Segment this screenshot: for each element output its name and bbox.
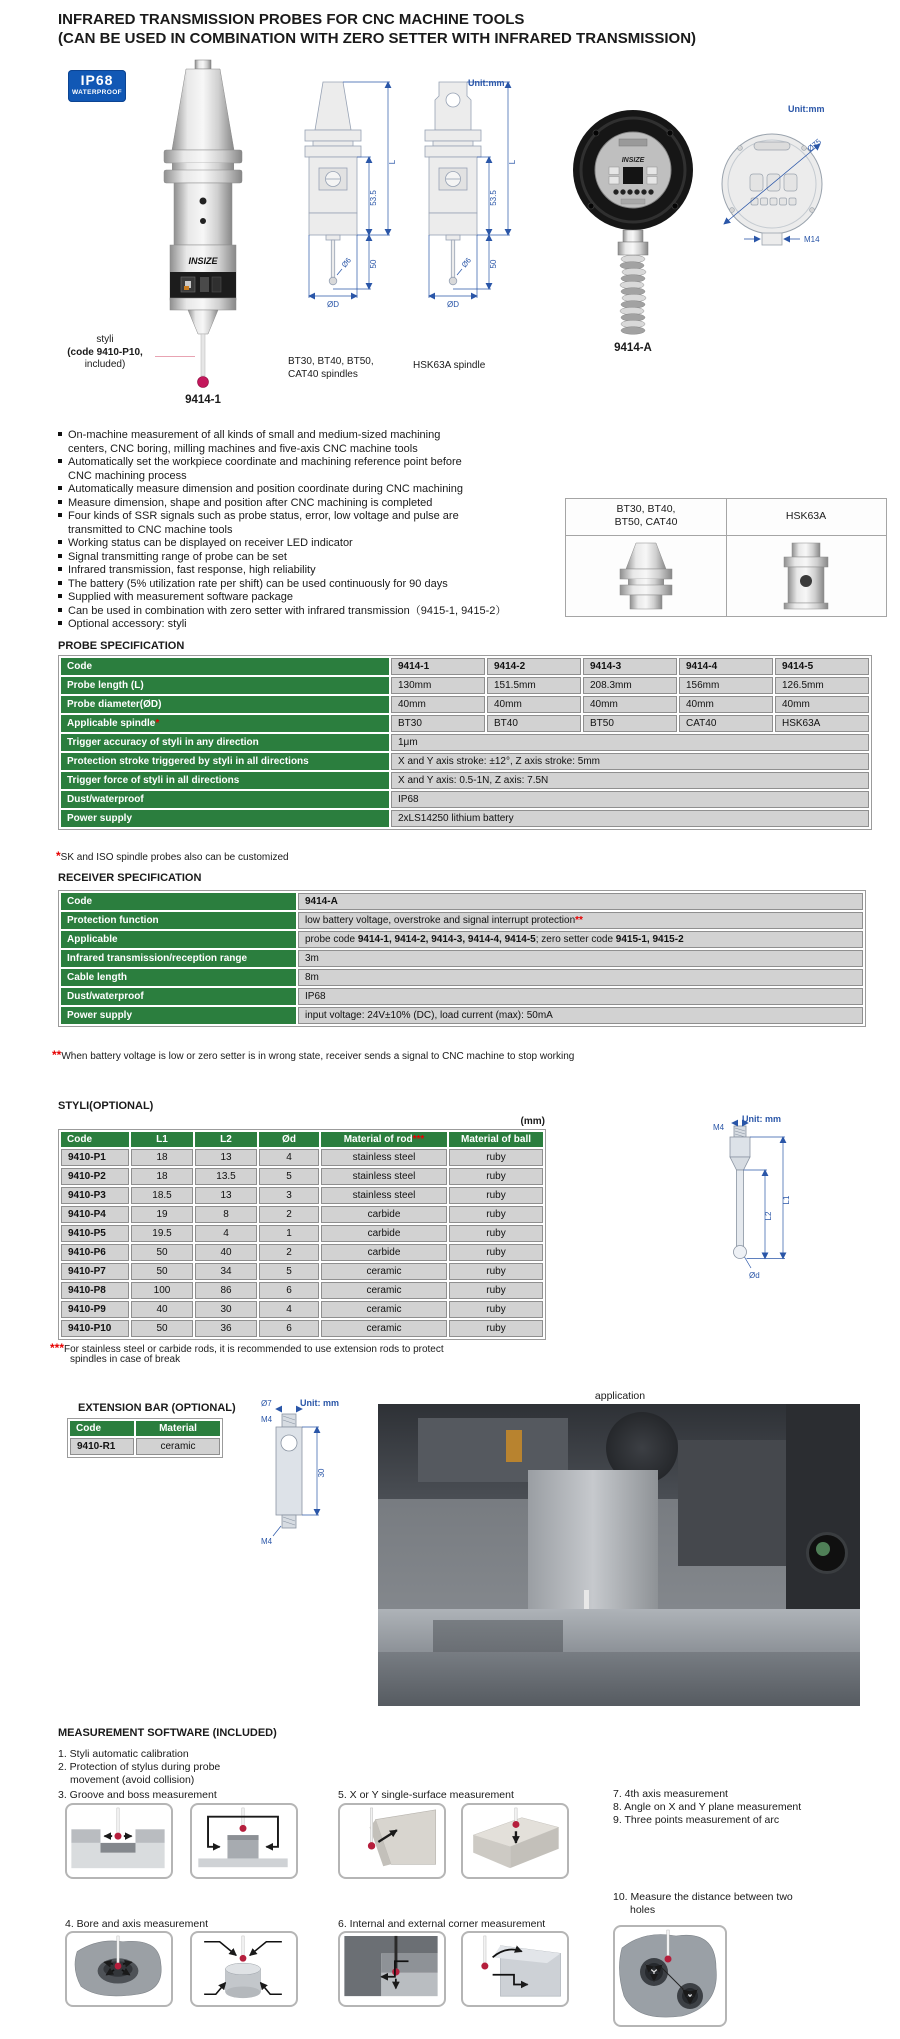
styli-row: 9410-P1 18 13 4 stainless steel ruby: [61, 1149, 543, 1166]
receiver-photo: [563, 106, 703, 344]
footnote-star: **: [52, 1048, 62, 1062]
extension-header-row: Code Material: [70, 1421, 220, 1436]
bt-spindle-photo: [596, 539, 696, 613]
spec-row: Applicable spindle* BT30 BT40 BT50 CAT40 HSK63A: [61, 715, 869, 732]
bullet-square-icon: [58, 621, 62, 625]
software-item-7: 7. 4th axis measurement: [613, 1788, 728, 1800]
footnote-star: **: [575, 915, 583, 926]
bullet-square-icon: [58, 432, 62, 436]
software-item-8: 8. Angle on X and Y plane measurement: [613, 1801, 802, 1813]
spec-row: Infrared transmission/reception range 3m: [61, 950, 863, 967]
software-item-3: 3. Groove and boss measurement: [58, 1789, 217, 1801]
row-label: Infrared transmission/reception range: [61, 950, 296, 967]
dim-m4: M4: [713, 1123, 725, 1132]
dim-l1: L1: [782, 1195, 791, 1205]
feature-list: On-machine measurement of all kinds of small and medium-sized machining centers, CNC boring, milling machines and five-axis CNC machine tools Automatically set the workpiece coordinate and machining reference point before CNC machining process Automatically measure dimension and position coordinate during CNC machining Measure dimension, shape and position after CNC machining is completed Four kinds of SSR signals such as probe status, error, low voltage and pulse are transmitted to CNC machine tools Working status can be displayed on receiver LED indicator Signal transmitting range of probe can be set Infrared transmission, fast response, high reliability The battery (5% utilization rate per shift) can be used continuously for 90 days Supplied with measurement software package Can be used in combination with zero setter with infrared transmission（9415-1, 9415-2） Optional accessory: styli: [58, 429, 506, 632]
footnote-star: *: [155, 718, 160, 729]
software-item-2: 2. Protection of stylus during probe: [58, 1761, 221, 1773]
bullet-square-icon: [58, 608, 62, 612]
dim-l2: L2: [764, 1211, 773, 1221]
row-label: Probe diameter(ØD): [61, 696, 389, 713]
row-label: Power supply: [61, 1007, 296, 1024]
unit-mm-label-right: Unit:mm: [788, 104, 825, 114]
row-label: Code: [61, 658, 389, 675]
styli-row: 9410-P4 19 8 2 carbide ruby: [61, 1206, 543, 1223]
hsk-caption: HSK63A spindle: [413, 360, 486, 371]
page-title: [58, 10, 696, 48]
styli-row: 9410-P6 50 40 2 carbide ruby: [61, 1244, 543, 1261]
row-label: Cable length: [61, 969, 296, 986]
styli-row: 9410-P9 40 30 4 ceramic ruby: [61, 1301, 543, 1318]
styli-callout-line3: included): [84, 359, 126, 370]
spec-row: Power supply 2xLS14250 lithium battery: [61, 810, 869, 827]
hsk-spindle-photo: [756, 539, 856, 613]
footnote-star: *: [56, 849, 61, 863]
probe-spec-table: [58, 655, 872, 830]
software-item-1: 1. Styli automatic calibration: [58, 1748, 189, 1760]
extension-row: 9410-R1 ceramic: [70, 1438, 220, 1455]
dim-o75: Ø75: [805, 137, 824, 154]
insize-logo: INSIZE: [621, 157, 645, 164]
boss-measurement-diagram: [190, 1803, 298, 1879]
ip68-waterproof-badge: [68, 70, 126, 102]
page-title-line1: INFRARED TRANSMISSION PROBES FOR CNC MACHINE TOOLS: [58, 11, 525, 28]
spec-row: Dust/waterproof IP68: [61, 988, 863, 1005]
software-item-4: 4. Bore and axis measurement: [65, 1918, 208, 1930]
bullet-square-icon: [58, 500, 62, 504]
axis-measurement-diagram: [190, 1931, 298, 2007]
unit-mm-label-left: Unit:mm: [468, 78, 505, 88]
probe-spec-footnote: *SK and ISO spindle probes also can be customized: [56, 849, 289, 863]
dim-oD: ØD: [327, 300, 339, 309]
spindle-box-header-bt: BT30, BT40, BT50, CAT40: [614, 503, 678, 528]
dim-m4-bottom: M4: [261, 1537, 273, 1546]
receiver-spec-title: RECEIVER SPECIFICATION: [58, 872, 202, 884]
dim-oD: ØD: [447, 300, 459, 309]
styli-table: [58, 1129, 546, 1340]
feature-item: Four kinds of SSR signals such as probe status, error, low voltage and pulse are: [58, 510, 506, 524]
spec-row: Power supply input voltage: 24V±10% (DC), load current (max): 50mA: [61, 1007, 863, 1024]
footnote-star: ***: [412, 1134, 425, 1145]
software-item-6: 6. Internal and external corner measurement: [338, 1918, 546, 1930]
dim-o7: Ø7: [261, 1399, 272, 1408]
feature-item: Automatically set the workpiece coordinate and machining reference point before: [58, 456, 506, 470]
feature-item: Infrared transmission, fast response, high reliability: [58, 564, 506, 578]
styli-footnote-line2: spindles in case of break: [70, 1354, 181, 1365]
software-title: MEASUREMENT SOFTWARE (INCLUDED): [58, 1727, 277, 1739]
extension-bar-title: EXTENSION BAR (OPTIONAL): [78, 1402, 236, 1414]
styli-drawing-unit-label: Unit: mm: [742, 1114, 781, 1124]
styli-header-row: Code L1 L2 Ød Material of rod*** Material of ball: [61, 1132, 543, 1147]
bullet-square-icon: [58, 594, 62, 598]
feature-item: Working status can be displayed on receiver LED indicator: [58, 537, 506, 551]
row-label: Trigger accuracy of styli in any direction: [61, 734, 389, 751]
styli-dimension-drawing: [705, 1118, 815, 1313]
software-item-10: 10. Measure the distance between two: [613, 1891, 793, 1903]
receiver-face: [816, 1542, 830, 1556]
two-holes-diagram: [613, 1925, 727, 2027]
feature-item: Automatically measure dimension and position coordinate during CNC machining: [58, 483, 506, 497]
bullet-square-icon: [58, 459, 62, 463]
bullet-square-icon: [58, 567, 62, 571]
row-label: Applicable: [61, 931, 296, 948]
dim-m4-top: M4: [261, 1415, 273, 1424]
dim-53-5: 53.5: [489, 190, 498, 206]
application-label: application: [594, 1390, 646, 1402]
dim-30: 30: [317, 1468, 326, 1478]
extension-bar-drawing: [243, 1396, 343, 1551]
bullet-square-icon: [58, 554, 62, 558]
insize-logo: INSIZE: [188, 256, 218, 266]
dim-od: Ød: [749, 1271, 760, 1280]
bore-measurement-diagram: [65, 1931, 173, 2007]
styli-callout: [55, 334, 155, 372]
row-label: Trigger force of styli in all directions: [61, 772, 389, 789]
row-label: Dust/waterproof: [61, 791, 389, 808]
receiver-spec-table: [58, 890, 866, 1027]
styli-title: STYLI(OPTIONAL): [58, 1100, 154, 1112]
footnote-star: ***: [50, 1341, 65, 1355]
styli-row: 9410-P3 18.5 13 3 stainless steel ruby: [61, 1187, 543, 1204]
row-label: Power supply: [61, 810, 389, 827]
styli-footnote: ***For stainless steel or carbide rods, it is recommended to use extension rods to protect: [50, 1341, 444, 1355]
application-photo: [378, 1404, 860, 1706]
styli-row: 9410-P7 50 34 5 ceramic ruby: [61, 1263, 543, 1280]
spec-row: Code 9414-A: [61, 893, 863, 910]
receiver-spec-footnote: **When battery voltage is low or zero setter is in wrong state, receiver sends a signal to CNC machine to stop working: [52, 1048, 575, 1062]
spindle-box-header-hsk: HSK63A: [785, 510, 827, 522]
row-label: Probe length (L): [61, 677, 389, 694]
dim-50: 50: [489, 259, 498, 269]
styli-row: 9410-P8 100 86 6 ceramic ruby: [61, 1282, 543, 1299]
dim-L: L: [388, 159, 397, 165]
styli-row: 9410-P10 50 36 6 ceramic ruby: [61, 1320, 543, 1337]
styli-unit-note: (mm): [520, 1116, 545, 1127]
dim-o6: Ø6: [459, 255, 473, 270]
bullet-square-icon: [58, 540, 62, 544]
ruby-ball: [198, 377, 209, 388]
bt-caption-line2: CAT40 spindles: [288, 368, 358, 380]
probe-photo: [148, 58, 258, 398]
feature-item: The battery (5% utilization rate per shift) can be used continuously for 90 days: [58, 578, 506, 592]
dim-L: L: [508, 159, 517, 165]
receiver-dimension-drawing: [710, 126, 845, 261]
feature-item: Optional accessory: styli: [58, 618, 506, 632]
extension-bar-table: [67, 1418, 223, 1458]
internal-corner-diagram: [338, 1931, 446, 2007]
dim-m14: M14: [804, 235, 820, 244]
groove-measurement-diagram: [65, 1803, 173, 1879]
spec-row: Code 9414-1 9414-2 9414-3 9414-4 9414-5: [61, 658, 869, 675]
spindle-compatibility-box: [565, 498, 887, 617]
styli-row: 9410-P5 19.5 4 1 carbide ruby: [61, 1225, 543, 1242]
spec-row: Dust/waterproof IP68: [61, 791, 869, 808]
spec-row: Probe length (L) 130mm 151.5mm 208.3mm 156mm 126.5mm: [61, 677, 869, 694]
divider: [726, 499, 727, 616]
machine-handle: [506, 1430, 522, 1462]
table-base: [378, 1652, 860, 1706]
external-corner-diagram: [461, 1931, 569, 2007]
bt-caption-line1: BT30, BT40, BT50,: [288, 356, 374, 367]
xy-surface-diagram-2: [461, 1803, 569, 1879]
feature-item: On-machine measurement of all kinds of small and medium-sized machining: [58, 429, 506, 443]
hsk-spindle-drawing: [413, 76, 523, 376]
spec-row: Trigger force of styli in all directions X and Y axis: 0.5-1N, Z axis: 7.5N: [61, 772, 869, 789]
row-label: Protection stroke triggered by styli in all directions: [61, 753, 389, 770]
styli-callout-line: [155, 356, 195, 357]
xy-surface-diagram-1: [338, 1803, 446, 1879]
spec-row: Probe diameter(ØD) 40mm 40mm 40mm 40mm 40mm: [61, 696, 869, 713]
waterproof-label: WATERPROOF: [71, 89, 123, 96]
software-item-2-line2: movement (avoid collision): [70, 1774, 195, 1786]
probe-spec-title: PROBE SPECIFICATION: [58, 640, 185, 652]
spec-row: Applicable probe code 9414-1, 9414-2, 9414-3, 9414-4, 9414-5; zero setter code 9415-1, 9415-2: [61, 931, 863, 948]
machine-arm: [678, 1440, 790, 1566]
dim-o6: Ø6: [339, 255, 353, 270]
bullet-square-icon: [58, 513, 62, 517]
spec-row: Trigger accuracy of styli in any direction 1μm: [61, 734, 869, 751]
bt-caption: [288, 356, 408, 381]
software-item-10-line2: holes: [630, 1904, 656, 1916]
row-label: Dust/waterproof: [61, 988, 296, 1005]
spindle-column: [528, 1470, 658, 1616]
receiver-code-label: 9414-A: [614, 342, 652, 354]
software-item-9: 9. Three points measurement of arc: [613, 1814, 780, 1826]
extension-drawing-unit-label: Unit: mm: [300, 1398, 339, 1408]
dim-50: 50: [369, 259, 378, 269]
styli-callout-line2: (code 9410-P10,: [67, 346, 143, 358]
feature-item: Supplied with measurement software package: [58, 591, 506, 605]
spec-row: Protection stroke triggered by styli in all directions X and Y axis stroke: ±12°, Z axis stroke: 5mm: [61, 753, 869, 770]
bullet-square-icon: [58, 486, 62, 490]
software-item-5: 5. X or Y single-surface measurement: [338, 1789, 514, 1801]
row-label: Code: [61, 893, 296, 910]
probe-code-label: 9414-1: [185, 394, 221, 406]
page-title-line2: (CAN BE USED IN COMBINATION WITH ZERO SETTER WITH INFRARED TRANSMISSION): [58, 30, 697, 47]
dim-53-5: 53.5: [369, 190, 378, 206]
row-label: Protection function: [61, 912, 296, 929]
feature-item: Measure dimension, shape and position after CNC machining is completed: [58, 497, 506, 511]
styli-callout-line1: styli: [96, 334, 114, 345]
bt-spindle-drawing: [293, 76, 403, 376]
ip68-label: IP68: [80, 72, 114, 88]
divider: [566, 535, 886, 536]
spec-row: Protection function low battery voltage, overstroke and signal interrupt protection**: [61, 912, 863, 929]
spec-row: Cable length 8m: [61, 969, 863, 986]
styli-row: 9410-P2 18 13.5 5 stainless steel ruby: [61, 1168, 543, 1185]
row-label: Applicable spindle*: [61, 715, 389, 732]
feature-item: Can be used in combination with zero setter with infrared transmission（9415-1, 9415-2）: [58, 605, 506, 619]
feature-item: Signal transmitting range of probe can be set: [58, 551, 506, 565]
bullet-square-icon: [58, 581, 62, 585]
